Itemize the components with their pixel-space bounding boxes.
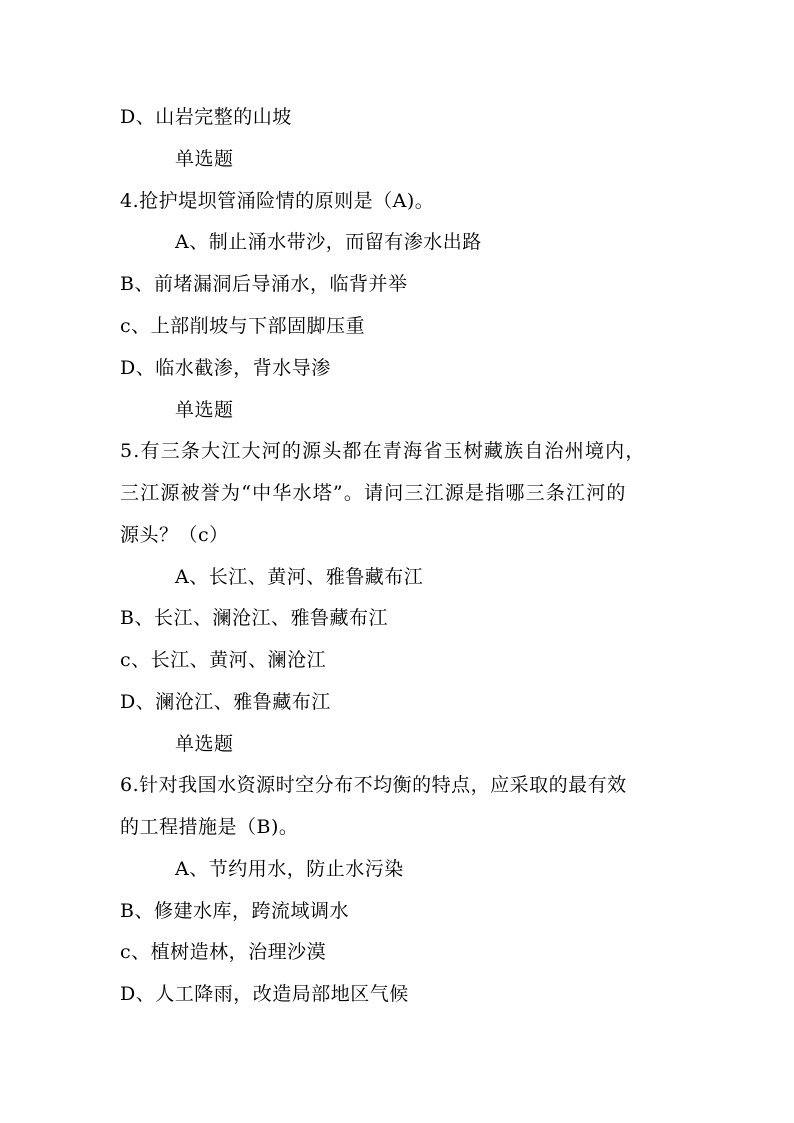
- q5-option-a: A、长江、黄河、雅鲁藏布江: [175, 566, 424, 588]
- q4-option-b: B、前堵漏洞后导涌水，临背并举: [120, 273, 408, 295]
- q3-option-d: D、山岩完整的山坡: [120, 106, 292, 128]
- q6-stem-line-1: 6.针对我国水资源时空分布不均衡的特点，应采取的最有效: [120, 774, 627, 796]
- q5-option-c: c、长江、黄河、澜沧江: [120, 649, 327, 671]
- q5-option-d: D、澜沧江、雅鲁藏布江: [120, 691, 331, 713]
- q6-option-d: D、人工降雨，改造局部地区气候: [120, 983, 409, 1005]
- q4-option-c: c、上部削坡与下部固脚压重: [120, 315, 366, 337]
- q4-stem: 4.抢护堤坝管涌险情的原则是（A)。: [120, 190, 435, 212]
- question-type-label: 单选题: [175, 148, 234, 170]
- q4-option-d: D、临水截渗，背水导渗: [120, 357, 331, 379]
- question-type-label: 单选题: [175, 399, 234, 421]
- q4-option-a: A、制止涌水带沙，而留有渗水出路: [175, 231, 482, 253]
- q6-option-a: A、节约用水，防止水污染: [175, 858, 404, 880]
- question-type-label: 单选题: [175, 733, 234, 755]
- q5-stem-line-2: 三江源被誉为“中华水塔”。请问三江源是指哪三条江河的: [120, 482, 627, 504]
- q5-option-b: B、长江、澜沧江、雅鲁藏布江: [120, 607, 388, 629]
- q6-option-c: c、植树造林，治理沙漠: [120, 941, 327, 963]
- q6-option-b: B、修建水库，跨流域调水: [120, 900, 349, 922]
- q5-stem-line-1: 5.有三条大江大河的源头都在青海省玉树藏族自治州境内，: [120, 440, 646, 462]
- q6-stem-line-2: 的工程措施是（B)。: [120, 816, 299, 838]
- q5-stem-line-3: 源头？（c）: [120, 524, 229, 546]
